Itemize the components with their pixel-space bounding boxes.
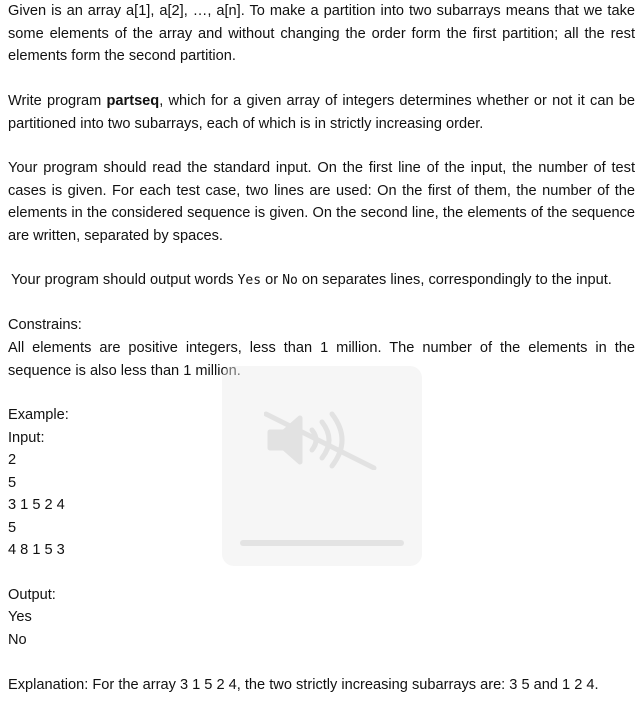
input-label: Input: [8, 430, 45, 446]
intro-paragraph [8, 0, 635, 68]
output-line-1: Yes [8, 609, 32, 625]
no-word: No [282, 273, 298, 288]
input-description-text: Your program should read the standard input. On the first line of the input, the number of test cases is given. For each test case, two lines are used: On the first of them, the number of the elements in the considered sequence is given. On the second line, the elements of the sequence are written, separated by spaces. [8, 160, 635, 244]
task-paragraph [8, 90, 635, 135]
output-text-before: Your program should output words [11, 272, 238, 288]
constraints-heading: Constrains: [8, 317, 82, 333]
constraints-body: All elements are positive integers, less than 1 million. The number of the elements in the sequence is also less than 1 million. [8, 340, 635, 379]
input-line-1: 2 [8, 452, 17, 468]
output-text-after: on separates lines, correspondingly to the input. [297, 272, 612, 288]
muted-speaker-icon [264, 410, 380, 470]
task-text-after: , which for a given array of integers determines whether or not it can be partitioned into two subarrays, each of which is in strictly increasing order. [8, 93, 635, 132]
program-name: partseq [106, 93, 160, 109]
output-text-middle: or [261, 272, 283, 288]
explanation: Explanation: For the array 3 1 5 2 4, the two strictly increasing subarrays are: 3 5 and 1 2 4. [8, 677, 599, 693]
input-line-5: 4 8 1 5 3 [8, 542, 65, 558]
muted-audio-overlay[interactable] [222, 366, 422, 566]
input-line-4: 5 [8, 520, 17, 536]
input-line-2: 5 [8, 475, 17, 491]
output-line-2: No [8, 632, 27, 648]
output-description [11, 269, 612, 293]
progress-bar[interactable] [240, 540, 404, 546]
task-text-before: Write program [8, 93, 107, 109]
output-label: Output: [8, 587, 56, 603]
intro-text: Given is an array a[1], a[2], …, a[n]. To make a partition into two subarrays means that we take some elements of the array and without changing the order form the first partition; all the rest elements form the second partition. [8, 3, 635, 65]
input-description [8, 157, 635, 247]
example-heading: Example: [8, 407, 69, 423]
yes-word: Yes [237, 273, 262, 288]
input-line-3: 3 1 5 2 4 [8, 497, 65, 513]
